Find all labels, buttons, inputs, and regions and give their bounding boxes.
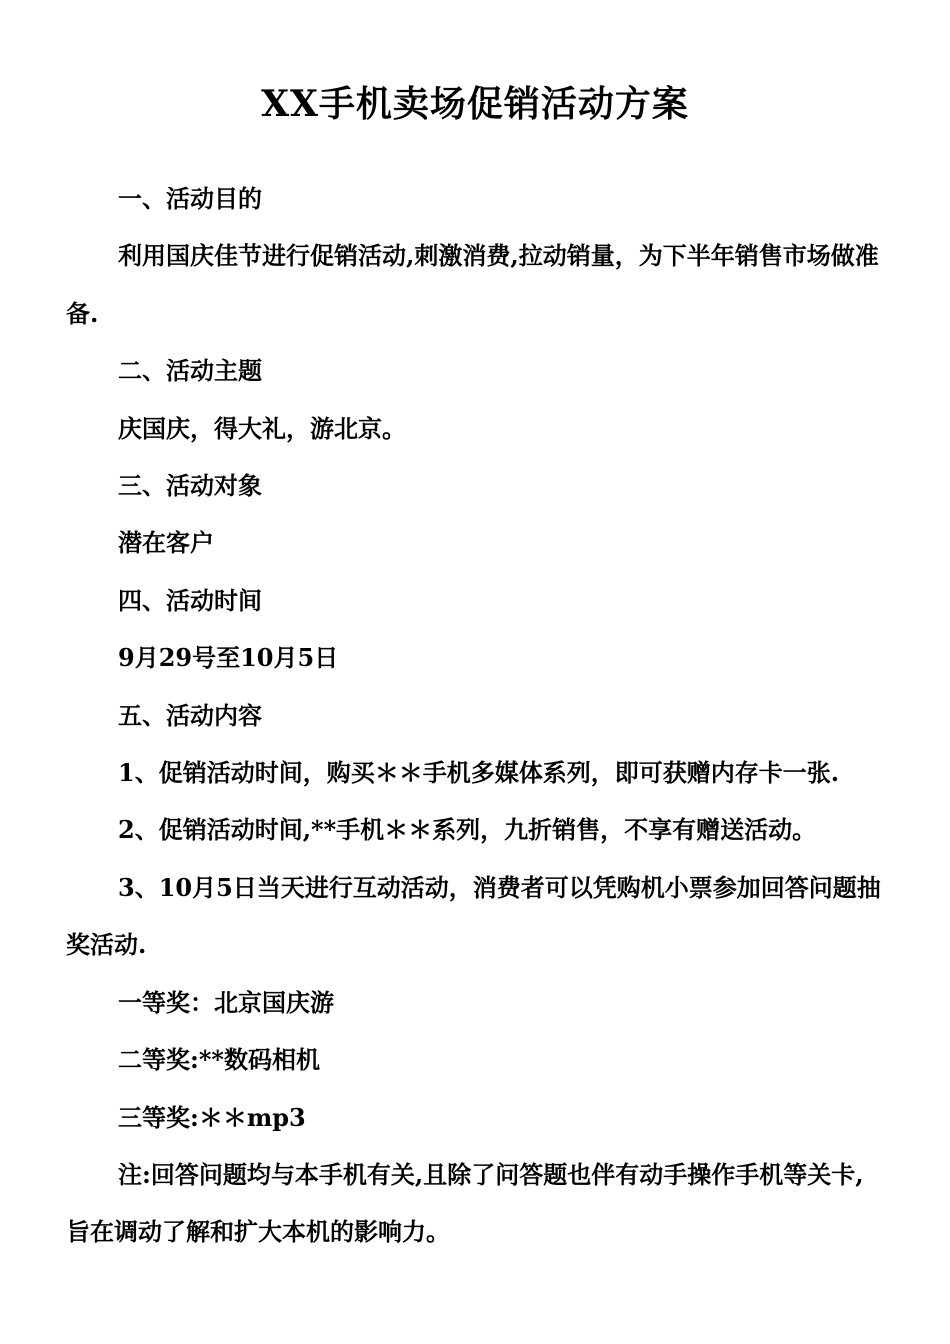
section-heading-content: 五、活动内容 [118,700,262,730]
document-body [66,170,886,1261]
section-heading-purpose: 一、活动目的 [118,184,262,213]
prize-third: 三等奖:＊＊mp3 [118,1102,306,1132]
paragraph-purpose: 利用国庆佳节进行促销活动,刺激消费,拉动销量，为下半年销售市场做准备. [66,241,879,328]
paragraph-audience: 潜在客户 [118,528,214,558]
list-item-2: 2、促销活动时间,**手机＊＊系列，九折销售，不享有赠送活动。 [118,815,817,845]
paragraph-theme: 庆国庆，得大礼，游北京。 [118,413,406,443]
section-heading-audience: 三、活动对象 [118,471,262,501]
note-paragraph: 注:回答问题均与本手机有关,且除了问答题也伴有动手操作手机等关卡,旨在调动了解和扩大本机的影响力。 [66,1159,864,1247]
prize-second: 二等奖:**数码相机 [118,1045,320,1075]
document-title: XX手机卖场促销活动方案 [261,83,689,125]
section-heading-time: 四、活动时间 [118,585,262,615]
prize-first: 一等奖：北京国庆游 [118,987,334,1017]
list-item-3: 3、10月5日当天进行互动活动，消费者可以凭购机小票参加回答问题抽奖活动. [66,872,881,960]
paragraph-time: 9月29号至10月5日 [118,643,339,673]
list-item-1: 1、促销活动时间，购买＊＊手机多媒体系列，即可获赠内存卡一张. [118,758,840,788]
section-heading-theme: 二、活动主题 [118,356,262,386]
